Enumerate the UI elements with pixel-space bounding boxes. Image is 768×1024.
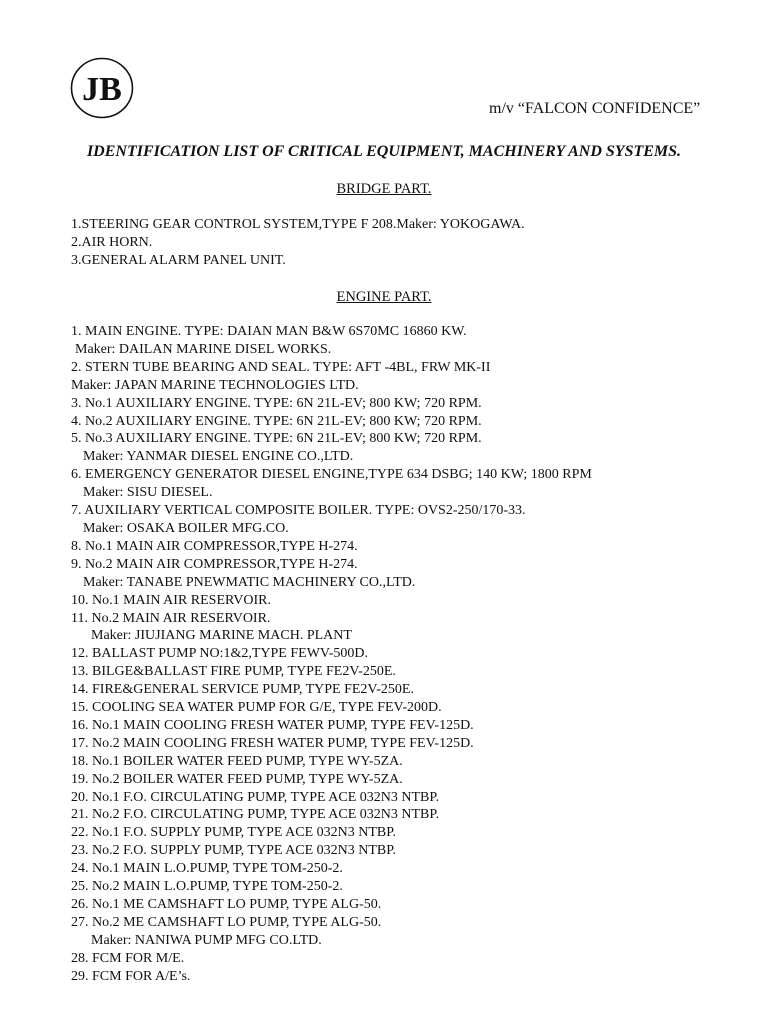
list-item: 4. No.2 AUXILIARY ENGINE. TYPE: 6N 21L-EV; 800 KW; 720 RPM. — [71, 413, 482, 429]
company-logo — [70, 57, 134, 119]
list-item: 13. BILGE&BALLAST FIRE PUMP, TYPE FE2V-250E. — [71, 664, 396, 680]
engine-part-heading: ENGINE PART. — [336, 289, 432, 305]
list-item: 26. No.1 ME CAMSHAFT LO PUMP, TYPE ALG-50. — [71, 897, 382, 912]
list-item: 7. AUXILIARY VERTICAL COMPOSITE BOILER. TYPE: OVS2-250/170-33. — [71, 503, 526, 519]
list-item: 10. No.1 MAIN AIR RESERVOIR. — [71, 592, 271, 608]
list-item: 6. EMERGENCY GENERATOR DIESEL ENGINE,TYPE 634 DSBG; 140 KW; 1800 RPM — [71, 467, 592, 483]
list-item: 14. FIRE&GENERAL SERVICE PUMP, TYPE FE2V-250E. — [71, 682, 414, 698]
maker-line: Maker: DAILAN MARINE DISEL WORKS. — [75, 341, 332, 357]
list-item: 18. No.1 BOILER WATER FEED PUMP, TYPE WY-5ZA. — [71, 753, 403, 769]
list-item: 19. No.2 BOILER WATER FEED PUMP, TYPE WY-5ZA. — [71, 771, 403, 787]
list-item: 8. No.1 MAIN AIR COMPRESSOR,TYPE H-274. — [71, 538, 358, 554]
bridge-part-heading: BRIDGE PART. — [336, 181, 432, 197]
list-item: 27. No.2 ME CAMSHAFT LO PUMP, TYPE ALG-50. — [71, 914, 382, 930]
maker-line: Maker: JAPAN MARINE TECHNOLOGIES LTD. — [71, 377, 359, 393]
list-item: 16. No.1 MAIN COOLING FRESH WATER PUMP, TYPE FEV-125D. — [71, 717, 474, 733]
list-item: 25. No.2 MAIN L.O.PUMP, TYPE TOM-250-2. — [71, 879, 343, 895]
list-item: 3. No.1 AUXILIARY ENGINE. TYPE: 6N 21L-EV; 800 KW; 720 RPM. — [71, 395, 482, 411]
list-item: 17. No.2 MAIN COOLING FRESH WATER PUMP, TYPE FEV-125D. — [71, 735, 474, 751]
maker-line: Maker: YANMAR DIESEL ENGINE CO.,LTD. — [83, 449, 354, 465]
vessel-name: m/v “FALCON CONFIDENCE” — [489, 100, 701, 117]
list-item: 12. BALLAST PUMP NO:1&2,TYPE FEWV-500D. — [71, 646, 369, 662]
list-item: 23. No.2 F.O. SUPPLY PUMP, TYPE ACE 032N3 NTBP. — [71, 843, 396, 859]
maker-line: Maker: SISU DIESEL. — [83, 485, 213, 501]
list-item: 1.STEERING GEAR CONTROL SYSTEM,TYPE F 208.Maker: YOKOGAWA. — [71, 217, 525, 232]
list-item: 21. No.2 F.O. CIRCULATING PUMP, TYPE ACE 032N3 NTBP. — [71, 807, 440, 823]
list-item: 1. MAIN ENGINE. TYPE: DAIAN MAN B&W 6S70MC 16860 KW. — [71, 324, 467, 339]
list-item: 2.AIR HORN. — [71, 234, 153, 250]
list-item: 15. COOLING SEA WATER PUMP FOR G/E, TYPE FEV-200D. — [71, 700, 442, 716]
svg-text:JB: JB — [82, 71, 122, 108]
list-item: 29. FCM FOR A/E’s. — [71, 968, 191, 984]
document-title: IDENTIFICATION LIST OF CRITICAL EQUIPMENT, MACHINERY AND SYSTEMS. — [86, 143, 682, 160]
list-item: 3.GENERAL ALARM PANEL UNIT. — [71, 252, 286, 268]
maker-line: Maker: NANIWA PUMP MFG CO.LTD. — [91, 932, 322, 948]
maker-line: Maker: JIUJIANG MARINE MACH. PLANT — [91, 628, 352, 644]
maker-line: Maker: TANABE PNEWMATIC MACHINERY CO.,LTD. — [83, 574, 416, 590]
list-item: 11. No.2 MAIN AIR RESERVOIR. — [71, 610, 271, 626]
list-item: 24. No.1 MAIN L.O.PUMP, TYPE TOM-250-2. — [71, 861, 343, 877]
list-item: 22. No.1 F.O. SUPPLY PUMP, TYPE ACE 032N3 NTBP. — [71, 825, 396, 841]
list-item: 28. FCM FOR M/E. — [71, 950, 185, 966]
list-item: 9. No.2 MAIN AIR COMPRESSOR,TYPE H-274. — [71, 556, 358, 572]
bridge-part-list — [71, 216, 525, 270]
maker-line: Maker: OSAKA BOILER MFG.CO. — [83, 520, 289, 536]
engine-part-list — [71, 323, 592, 986]
jb-logo-icon — [70, 57, 134, 119]
list-item: 2. STERN TUBE BEARING AND SEAL. TYPE: AFT -4BL, FRW MK-II — [71, 359, 491, 375]
list-item: 5. No.3 AUXILIARY ENGINE. TYPE: 6N 21L-EV; 800 KW; 720 RPM. — [71, 431, 482, 447]
list-item: 20. No.1 F.O. CIRCULATING PUMP, TYPE ACE 032N3 NTBP. — [71, 789, 440, 805]
